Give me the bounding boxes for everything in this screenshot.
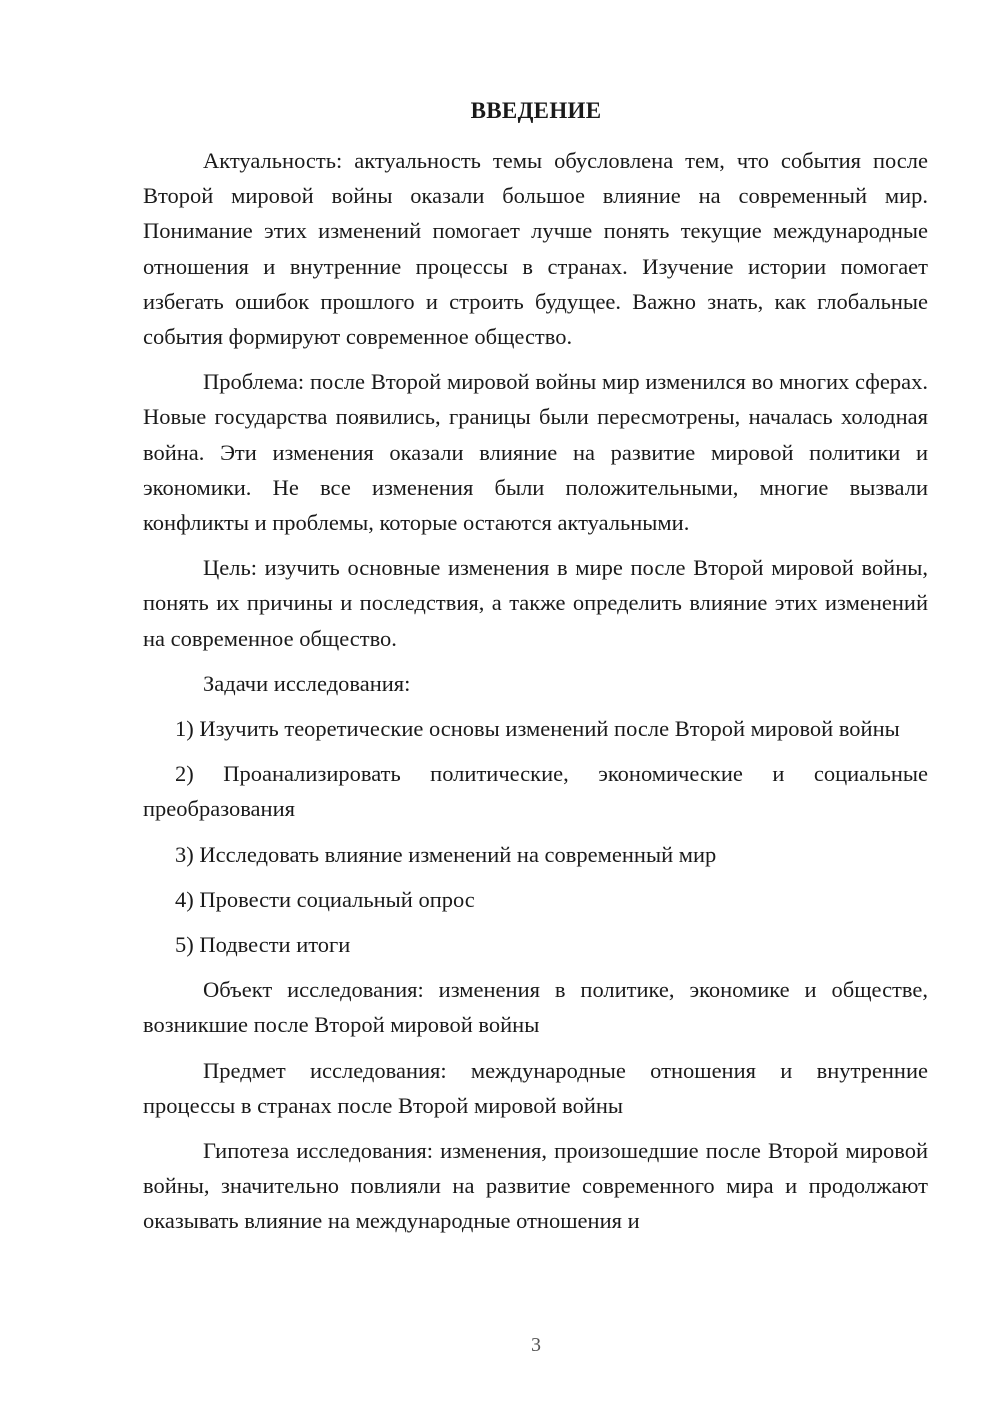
page-number: 3	[531, 1334, 541, 1356]
body-text	[143, 143, 928, 1239]
task-item-2: 2) Проанализировать политические, экономические и социальные преобразования	[143, 761, 928, 822]
paragraph-goal: Цель: изучить основные изменения в мире после Второй мировой войны, понять их причины и последствия, а также определить влияние этих изменений на современное общество.	[143, 555, 928, 651]
paragraph-object: Объект исследования: изменения в политике, экономике и обществе, возникшие после Второй мировой войны	[143, 977, 928, 1038]
paragraph-relevance: Актуальность: актуальность темы обусловлена тем, что события после Второй мировой войны оказали большое влияние на современный мир. Понимание этих изменений помогает лучше понять текущие международные отношения и внутренние процессы в странах. Изучение истории помогает избегать ошибок прошлого и строить будущее. Важно знать, как глобальные события формируют современное общество.	[143, 148, 928, 350]
task-item-5: 5) Подвести итоги	[175, 932, 351, 958]
task-item-3: 3) Исследовать влияние изменений на современный мир	[175, 841, 717, 867]
task-item-1: 1) Изучить теоретические основы изменений после Второй мировой войны	[175, 716, 900, 742]
paragraph-tasks-heading: Задачи исследования:	[203, 670, 411, 696]
task-item-4: 4) Провести социальный опрос	[175, 886, 475, 912]
paragraph-problem: Проблема: после Второй мировой войны мир изменился во многих сферах. Новые государства появились, границы были пересмотрены, началась холодная война. Эти изменения оказали влияние на развитие мировой политики и экономики. Не все изменения были положительными, многие вызвали конфликты и проблемы, которые остаются актуальными.	[143, 369, 928, 536]
paragraph-hypothesis: Гипотеза исследования: изменения, произошедшие после Второй мировой войны, значительно повлияли на развитие современного мира и продолжают оказывать влияние на международные отношения и	[143, 1138, 928, 1234]
section-heading: ВВЕДЕНИЕ	[470, 98, 602, 123]
paragraph-subject: Предмет исследования: международные отношения и внутренние процессы в странах после Второй мировой войны	[143, 1057, 928, 1118]
